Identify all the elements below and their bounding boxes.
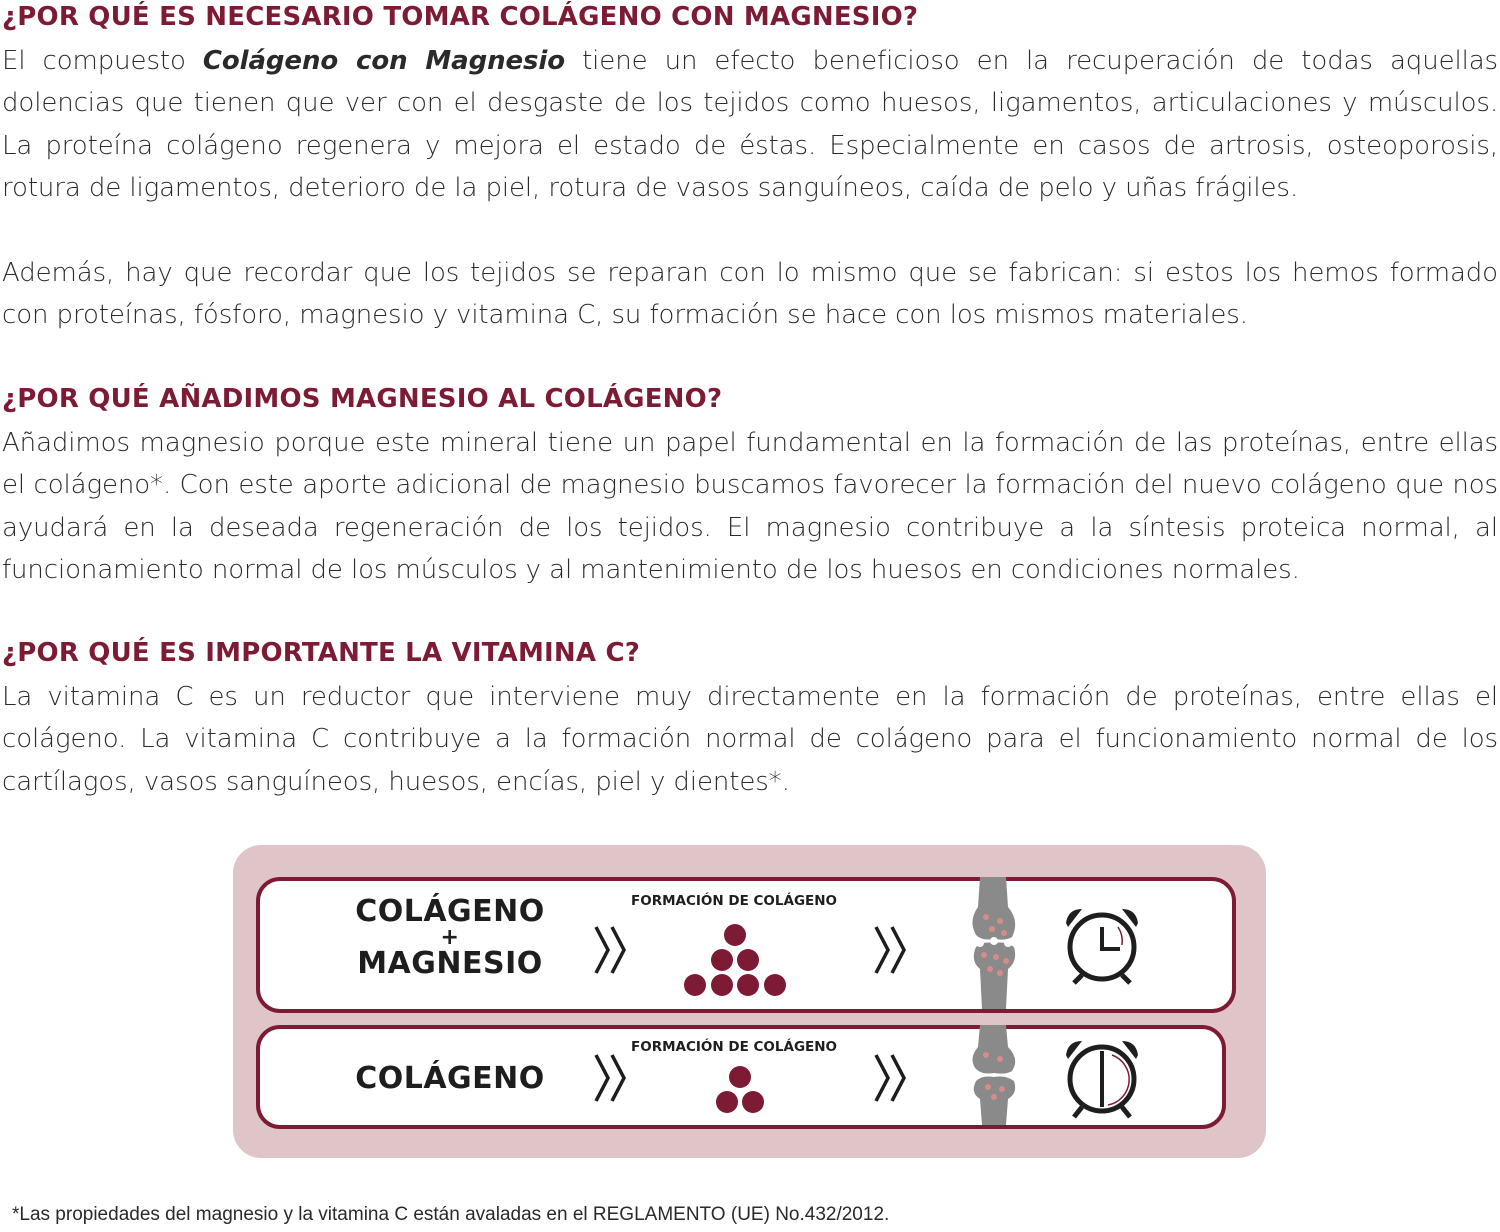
chevron-right-icon <box>592 1051 632 1105</box>
section-title-vitamina-c: ¿POR QUÉ ES IMPORTANTE LA VITAMINA C? <box>2 638 641 668</box>
chevron-right-icon <box>872 923 912 977</box>
section-title-anadimos-magnesio: ¿POR QUÉ AÑADIMOS MAGNESIO AL COLÁGENO? <box>2 384 723 414</box>
row1-label-plus: + <box>440 925 460 950</box>
paragraph-text: tiene un efecto beneficioso en la recuperación de todas aquellas dolencias que tienen que ver con el desgaste de los tejidos como huesos, ligamentos, articulaciones y músculos. La proteína colágeno regenera y mejora el estado de éstas. Especialmente en casos de artrosis, osteoporosis, rotura de ligamentos, deterioro de la piel, rotura de vasos sanguíneos, caída de pelo y uñas frágiles. <box>2 46 1499 203</box>
paragraph-anadimos: Añadimos magnesio porque este mineral tiene un papel fundamental en la formación de las proteínas, entre ellas el colágeno*. Con este aporte adicional de magnesio buscamos favorecer la formación del nuevo colágeno que nos ayudará en la deseada regeneración de los tejidos. El magnesio contribuye a la síntesis proteica normal, al funcionamiento normal de los músculos y al mantenimiento de los huesos en condiciones normales. <box>2 428 1498 585</box>
paragraph-vitamina-c: La vitamina C es un reductor que interviene muy directamente en la formación de proteínas, entre ellas el colágeno. La vitamina C contribuye a la formación normal de colágeno para el funcionamiento normal de los cartílagos, vasos sanguíneos, huesos, encías, piel y dientes*. <box>2 682 1498 797</box>
section-title-magnesio-colageno: ¿POR QUÉ ES NECESARIO TOMAR COLÁGENO CON MAGNESIO? <box>2 2 919 32</box>
paragraph-ademas: Además, hay que recordar que los tejidos se reparan con lo mismo que se fabrican: si estos los hemos formado con proteínas, fósforo, magnesio y vitamina C, su formación se hace con los mismos materiales. <box>2 258 1498 331</box>
row-colageno <box>256 1025 1226 1129</box>
collagen-dots-icon <box>710 1065 770 1115</box>
collagen-dots-icon <box>680 923 790 999</box>
chevron-right-icon <box>872 1051 912 1105</box>
knee-joint-icon <box>966 877 1022 1009</box>
knee-joint-icon <box>966 1025 1022 1125</box>
row2-caption: FORMACIÓN DE COLÁGENO <box>631 1039 838 1055</box>
row1-caption: FORMACIÓN DE COLÁGENO <box>631 893 838 909</box>
row1-label-line1: COLÁGENO <box>355 894 545 929</box>
row1-label-line2: MAGNESIO <box>357 946 543 981</box>
paragraph-compuesto <box>2 40 1498 209</box>
footnote: *Las propiedades del magnesio y la vitamina C están avaladas en el REGLAMENTO (UE) No.432/2012. <box>12 1204 890 1225</box>
chevron-right-icon <box>592 923 632 977</box>
row1-label <box>330 894 570 981</box>
row2-label: COLÁGENO <box>355 1061 545 1096</box>
alarm-clock-icon <box>1060 1037 1144 1121</box>
row-colageno-magnesio <box>256 877 1236 1013</box>
paragraph-text: El compuesto <box>2 46 203 76</box>
alarm-clock-icon <box>1060 905 1144 985</box>
infographic-panel <box>233 845 1266 1158</box>
product-name-emphasis: Colágeno con Magnesio <box>202 46 565 76</box>
